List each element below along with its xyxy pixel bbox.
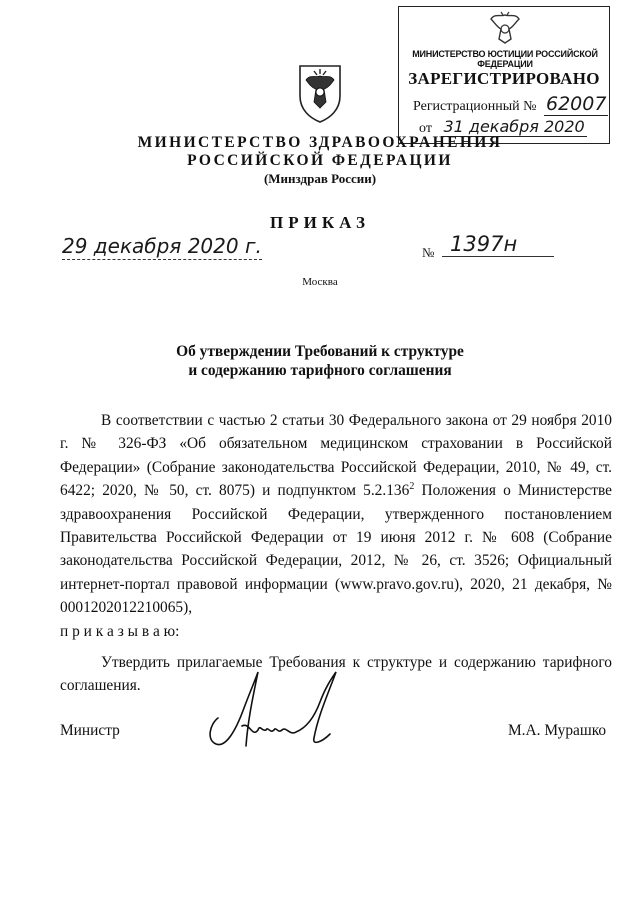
stamp-registration: [413, 93, 608, 115]
stamp-date-value: 31 декабря 2020: [443, 117, 585, 136]
document-body: [60, 409, 612, 698]
body-superscript: 2: [409, 481, 415, 493]
ministry-name-line1: МИНИСТЕРСТВО ЗДРАВООХРАНЕНИЯ: [137, 134, 503, 151]
stamp-ministry: МИНИСТЕРСТВО ЮСТИЦИИ РОССИЙСКОЙ ФЕДЕРАЦИИ: [412, 49, 598, 69]
registration-stamp: [398, 6, 610, 144]
stamp-title: ЗАРЕГИСТРИРОВАНО: [408, 69, 600, 88]
order-word: п р и к а з ы в а ю:: [60, 622, 180, 640]
order-date: 29 декабря 2020 г.: [62, 234, 262, 258]
signatory-position: Министр: [60, 722, 120, 739]
document-title-line1: Об утверждении Требований к структуре: [176, 343, 464, 360]
order-city: Москва: [302, 276, 338, 288]
body-paragraph-1-part-a: В соответствии с частью 2 статьи 30 Федерального закона от 29 ноября 2010 г. № 326-ФЗ «Об обязательном медицинском страховании в Российской Федерации» (Собрание законодательства Российской Федерации, 2010, № 49, ст. 6422; 2020, № 50, ст. 8075) и подпунктом 5.2.136: [60, 412, 612, 500]
body-paragraph-1: [60, 409, 612, 620]
handwritten-signature: [196, 668, 356, 758]
stamp-reg-label: Регистрационный №: [413, 99, 537, 114]
ministry-short-name: (Минздрав России): [263, 171, 377, 186]
stamp-emblem-icon: [487, 9, 523, 47]
signatory-name: М.А. Мурашко: [508, 722, 607, 739]
stamp-date-prefix: от: [419, 121, 432, 136]
order-number: 1397н: [442, 232, 554, 257]
body-paragraph-2: Утвердить прилагаемые Требования к структуре и содержанию тарифного соглашения.: [60, 654, 612, 695]
stamp-reg-number: 62007: [546, 93, 607, 115]
body-paragraph-1-part-b: Положения о Министерстве здравоохранения Российской Федерации, утвержденного постановлением Правительства Российской Федерации от 19 июня 2012 г. № 608 (Собрание законодательства Российской Федерации, 2012, № 26, ст. 3526; Официальный интернет-портал правовой информации (www.pravo.gov.ru), 2020, 21 декабря, № 0001202012210065),: [60, 482, 612, 617]
coat-of-arms-icon: [296, 62, 344, 124]
document-title-line2: и содержанию тарифного соглашения: [188, 362, 452, 379]
ministry-name-line2: РОССИЙСКОЙ ФЕДЕРАЦИИ: [187, 152, 453, 169]
order-number-label: №: [422, 245, 435, 260]
order-type: ПРИКАЗ: [270, 213, 370, 232]
